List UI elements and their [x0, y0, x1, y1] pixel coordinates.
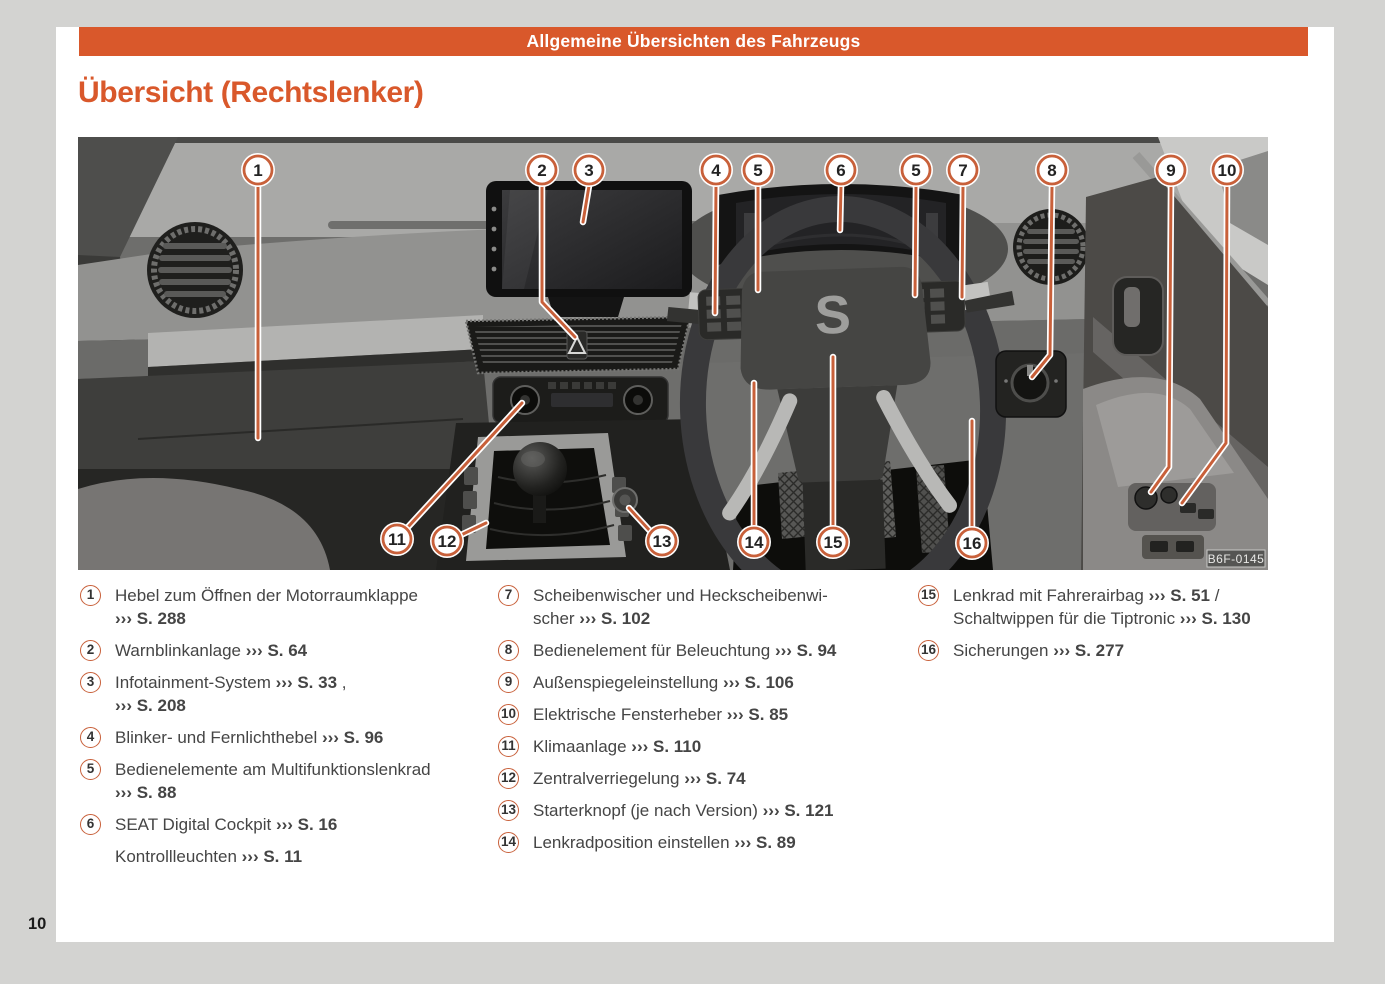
legend-item-text: Blinker- und Fernlichthebel ››› S. 96 [115, 728, 384, 747]
legend-item-text: Hebel zum Öffnen der Motorraumklappe ››› S. 288 [115, 586, 419, 628]
svg-text:5: 5 [753, 161, 763, 181]
legend-item-text: Infotainment-System ››› S. 33 , ››› S. 208 [115, 673, 347, 715]
dashboard-figure [78, 137, 1268, 570]
svg-text:10: 10 [1217, 161, 1237, 181]
legend-item-number: 11 [498, 736, 519, 757]
light-switch [996, 351, 1066, 417]
svg-text:2: 2 [537, 161, 547, 181]
legend-item-text: Elektrische Fensterheber ››› S. 85 [533, 705, 789, 724]
legend-item [498, 831, 900, 854]
legend-item-text: Bedienelemente am Multifunktionslenkrad ››› S. 88 [115, 760, 431, 802]
legend-item-number: 12 [498, 768, 519, 789]
page-number: 10 [28, 915, 47, 933]
legend-item [498, 799, 900, 822]
svg-text:B6F-0145: B6F-0145 [1207, 552, 1265, 566]
legend-item-text: Sicherungen ››› S. 277 [953, 641, 1125, 660]
legend-item [498, 639, 900, 662]
svg-text:9: 9 [1166, 161, 1176, 181]
legend-item [498, 735, 900, 758]
legend-item-text: SEAT Digital Cockpit ››› S. 16 [115, 815, 338, 834]
legend-item-number: 4 [80, 727, 101, 748]
legend-item-number: 3 [80, 672, 101, 693]
svg-text:15: 15 [823, 533, 843, 553]
dashboard-photo [78, 137, 1268, 570]
legend-item-number [80, 846, 101, 867]
svg-text:6: 6 [836, 161, 846, 181]
legend-item [80, 671, 472, 717]
svg-text:4: 4 [711, 161, 721, 181]
legend-item [80, 813, 472, 836]
svg-text:11: 11 [388, 530, 406, 550]
legend-item-text: Bedienelement für Beleuchtung ››› S. 94 [533, 641, 837, 660]
legend-item-number: 8 [498, 640, 519, 661]
manual-page [56, 27, 1334, 942]
legend-item [80, 726, 472, 749]
svg-text:13: 13 [652, 532, 672, 552]
chapter-header-bar [79, 27, 1308, 56]
legend-item [498, 767, 900, 790]
legend-item-text: Zentralverriegelung ››› S. 74 [533, 769, 746, 788]
legend-item-text: Warnblinkanlage ››› S. 64 [115, 641, 308, 660]
legend-item-number: 15 [918, 585, 939, 606]
legend-item [80, 639, 472, 662]
legend-item [80, 584, 472, 630]
legend-item-text: Lenkrad mit Fahrerairbag ››› S. 51 / Schaltwippen für die Tiptronic ››› S. 130 [953, 586, 1251, 628]
legend-item-text: Kontrollleuchten ››› S. 11 [115, 847, 303, 866]
svg-text:7: 7 [958, 161, 968, 181]
left-air-vent [147, 222, 243, 318]
legend-item [498, 584, 900, 630]
legend-item [918, 584, 1318, 630]
legend-item-number: 2 [80, 640, 101, 661]
legend-column-1 [80, 584, 472, 877]
legend-item [498, 703, 900, 726]
legend-column-3 [918, 584, 1318, 671]
legend-item-number: 16 [918, 640, 939, 661]
legend-item-text: Starterknopf (je nach Version) ››› S. 121 [533, 801, 834, 820]
legend-item-number: 14 [498, 832, 519, 853]
svg-text:5: 5 [911, 161, 921, 181]
legend-item-number: 9 [498, 672, 519, 693]
photo-label [1207, 550, 1265, 567]
page-title: Übersicht (Rechtslenker) [78, 76, 424, 109]
legend-column-2 [498, 584, 900, 863]
seat-logo: S [813, 284, 852, 346]
legend-item-number: 6 [80, 814, 101, 835]
legend-item [80, 845, 472, 868]
legend-item-text: Klimaanlage ››› S. 110 [533, 737, 702, 756]
legend-item-text: Scheibenwischer und Heckscheibenwi- scher ››› S. 102 [533, 586, 828, 628]
svg-text:8: 8 [1047, 161, 1057, 181]
legend-item-number: 5 [80, 759, 101, 780]
svg-text:3: 3 [584, 161, 594, 181]
legend-item-number: 10 [498, 704, 519, 725]
legend-item-number: 1 [80, 585, 101, 606]
svg-text:12: 12 [437, 532, 457, 552]
legend-item [80, 758, 472, 804]
svg-text:14: 14 [744, 533, 764, 553]
chapter-title: Allgemeine Übersichten des Fahrzeugs [526, 31, 861, 51]
legend-item-text: Lenkradposition einstellen ››› S. 89 [533, 833, 796, 852]
svg-text:16: 16 [962, 534, 982, 554]
legend-item-text: Außenspiegeleinstellung ››› S. 106 [533, 673, 794, 692]
legend-item-number: 7 [498, 585, 519, 606]
legend-item [918, 639, 1318, 662]
legend-item-number: 13 [498, 800, 519, 821]
legend-item [498, 671, 900, 694]
svg-text:1: 1 [253, 161, 263, 181]
